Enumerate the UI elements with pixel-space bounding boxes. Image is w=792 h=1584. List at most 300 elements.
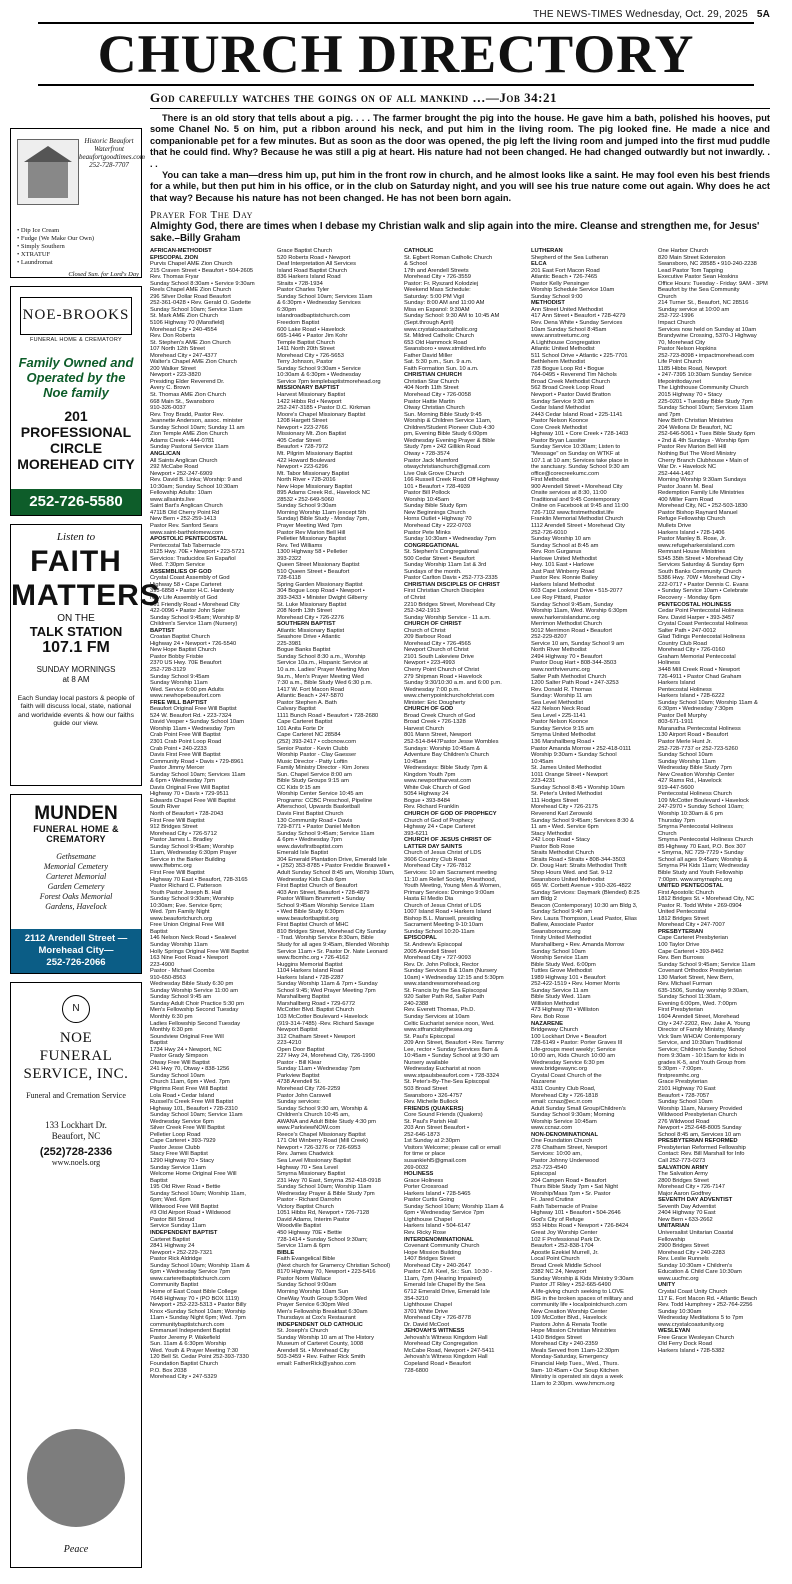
listing-line: Church of God of Prophecy	[404, 817, 474, 824]
listing-line: Broad Creek Methodist Church	[531, 378, 610, 385]
listing-line: The Salvation Army	[658, 1171, 708, 1178]
listing-line: 10:30am; Sunday School 10:30am	[150, 483, 239, 490]
listing-line: Pastor Amanda Morrow • 252-418-0111	[531, 745, 632, 752]
listing-line: Spring Garden Missionary Baptist	[277, 581, 363, 588]
listing-line: Pastor Jeremy P. Wakefield	[150, 1334, 220, 1341]
listing-line: Newport • 726-3276 or 726-6953	[277, 1144, 361, 1151]
listing-line: Education & Child Care 10:30am	[658, 1269, 742, 1276]
listing-line: 920 Salter Path Rd, Salter Path	[404, 994, 485, 1001]
listing-line: SEVENTH DAY ADVENTIST	[658, 1197, 733, 1204]
listing-line: 5054 Highway 24	[404, 791, 449, 798]
listing-line: 1407 Bridges Street	[404, 1256, 455, 1263]
listing-line: 7648 Highway 70 • (PO BOX 1119)	[150, 1295, 240, 1302]
listing-line: Highway 70 • Davis • 729-9511	[150, 791, 229, 798]
list-item: Gardens, Havelock	[45, 902, 107, 911]
ad-subtitle: FUNERAL HOME & CREMATORY	[30, 337, 122, 343]
address-line: CIRCLE	[49, 440, 103, 456]
listing-line: Terry Johnson, Pastor	[277, 359, 333, 366]
listing-line: Tuttles Grove Methodist	[531, 968, 592, 975]
listing-line: Holiness	[658, 660, 681, 667]
listing-line: Grace Baptist Church	[277, 248, 332, 254]
listing-line: Open Door Baptist	[277, 1046, 325, 1053]
listing-line: grades K-5, and Youth Group from	[658, 1059, 746, 1066]
listing-line: Sunday Service 9:15 am	[531, 725, 594, 732]
listing-line: 227 Hwy 24, Morehead City, 726-1990	[277, 1053, 376, 1060]
listing-line: PRESBYTERIAN REFORMED	[658, 1138, 738, 1145]
listing-line: Visitors Welcome; please call or email	[404, 1144, 501, 1151]
listing-line: Worship 11am, Wed. Worship 6:30pm	[531, 608, 628, 615]
listing-line: 900 Arendell Street • Morehead City	[531, 483, 623, 490]
listing-line: Pastor Johnny Underwood	[531, 1158, 599, 1165]
listing-line: St. Stephen's Congregational	[404, 549, 479, 556]
ad-note: Closed Sun. for Lord's Day	[68, 271, 139, 278]
listing-line: Pastor Bishop Raynard Manuel	[658, 509, 738, 516]
listing-line: Sunday School 10am	[658, 752, 713, 759]
listing-line: Knox •Sunday School 10am; Worship	[150, 1308, 246, 1315]
heritage-ad-info	[79, 137, 145, 169]
listing-line: UNITED PENTECOSTAL	[658, 883, 724, 890]
listing-line: 4311 Country Club Road,	[531, 1086, 596, 1092]
listing-line: Sunday 9:30/10:30 a.m. and 6:00 p.m.	[404, 680, 502, 687]
listing-line: 6:30pm • Wednesday 7:30pm	[658, 706, 734, 713]
listing-line: www.newhopebeaufort.com	[150, 693, 221, 700]
listing-line: St. James United Methodist	[531, 765, 602, 772]
listing-line: Newport • 223-2766	[277, 424, 328, 431]
listing-line: Sunday Service 11am	[150, 1164, 206, 1171]
listing-line: Sunday School 10am; Service 11am	[150, 306, 243, 313]
listing-line: Morehead City • 726-7812	[404, 863, 471, 870]
listing-line: Jehovah's Witness Kingdom Hall	[404, 1334, 488, 1341]
listing-line: Meals Served from 11am-12:30pm	[531, 1347, 620, 1354]
listing-line: 422-0096 • Pastor John Spier	[150, 608, 226, 615]
listing-line: Island Road Baptist Church	[277, 267, 347, 274]
listing-line: St. Francis by the Sea Episcopal	[404, 987, 488, 994]
list-item: • XTRATUF	[17, 251, 51, 258]
ad-caption: Peace	[63, 1544, 89, 1555]
listing-line: Rev. Don Roberts	[150, 333, 196, 340]
page-title: CHURCH DIRECTORY	[38, 22, 754, 86]
listing-line: Old Ferry Dock Road	[658, 1341, 713, 1348]
listing-line: 103 McCotter Boulevard • Havelock	[277, 1013, 368, 1020]
listing-line: 252-361-0428 • Rev. Gerald O. Godette	[150, 300, 251, 307]
listing-line: Bible Study Wed. 11am	[531, 994, 591, 1001]
listing-line: Pastor Pete Minks	[404, 529, 451, 536]
listing-line: email: FatherRick@yahoo.com	[277, 1360, 356, 1367]
listing-line: Highway 70 East • Beaufort, 728-3165	[150, 876, 248, 883]
listing-line: Morehead City • 726-0160	[658, 647, 725, 654]
listing-line: Morning Worship 10am Sun	[277, 1288, 349, 1295]
listing-line: Otway Christian Church	[404, 405, 465, 412]
listing-line: Sunday School 9:45am; Services 8:30 &	[531, 817, 634, 824]
listing-line: Service in the Barker Building	[150, 856, 226, 863]
listing-line: Services now held on Sunday at 10am	[658, 326, 757, 333]
listing-line: Emmanuel Independent Baptist	[150, 1328, 231, 1335]
listing-line: 836 Harkers Island Road	[277, 274, 341, 281]
ad-text: at 8 AM	[62, 675, 90, 684]
listing-line: community life • localpointchurch.com	[531, 1302, 627, 1309]
prayer-text: Almighty God, there are times when I debase my Christian walk and slip again into the mire. Cleanse and strengthen me, for Jesus' sake.–Billy Graham	[150, 221, 760, 244]
listing-line: Wednesday Eucharist at noon	[404, 1066, 481, 1073]
listing-line: Sea Level Methodist	[531, 699, 584, 706]
listing-line: 9am- 10:45am • Our Soup Kitchen	[531, 1367, 619, 1374]
listing-line: Crystal Coast Unity Church	[658, 1288, 728, 1295]
listing-line: Russell's Creek Free Will Baptist	[150, 1099, 234, 1106]
listing-line: Pastor Curtis Going	[404, 1197, 455, 1204]
listing-line: LUTHERAN	[531, 248, 563, 254]
listing-line: Weekend Mass Schedule:	[404, 287, 471, 294]
listing-line: 2301 Crab Point Loop Road	[150, 739, 222, 746]
listing-line: 11am, Wednesday 6:30pm Prayer	[150, 850, 237, 857]
listing-line: Pastor C.M. Keel, Sr.: Sun. 10:30 -	[404, 1269, 493, 1276]
listing-line: 1104 Harkers Island Road	[277, 968, 344, 975]
listing-line: Monthly 6:30 pm	[150, 1027, 193, 1034]
listing-line: Wednesday Service 6pm	[150, 1118, 214, 1125]
listing-line: Sunday School 8:30 a.m., Worship	[277, 653, 366, 660]
listing-line: Rev. Ben Burrows	[658, 955, 704, 962]
listing-line: ELCA	[531, 261, 547, 268]
listing-line: Worship 10:30am & 6 pm	[658, 811, 723, 818]
listing-line: 11:10 am Relief Society, Priesthood,	[404, 876, 497, 883]
listing-line: & 6:30pm • Wednesday Services	[277, 300, 361, 307]
listing-line: Sunday School 9:30am • Service	[277, 365, 361, 372]
listing-line: Sunday School 10am; Service 11am	[150, 1112, 243, 1119]
listing-line: Sunday: 8:00 AM and 11:00 AM	[404, 300, 485, 307]
ad-address	[11, 1120, 141, 1142]
listing-line: 195 Old River Road • Bettie	[150, 1184, 221, 1191]
listing-line: Lee Roy Pittard, Pastor	[531, 594, 591, 601]
listing-line: METHODIST	[531, 300, 565, 307]
listing-line: 1111 Bunch Road • Beaufort • 728-2680	[277, 712, 379, 719]
listing-line: Grace Holiness	[404, 1177, 444, 1184]
listing-line: firstpresmhc.org	[658, 1072, 700, 1079]
listing-line: Sunday School: 9:30 AM to 10:45 AM	[404, 313, 500, 320]
listing-line: www.bridgewaync.org	[531, 1066, 587, 1073]
listing-line: 6pm • Wednesday Service 7pm	[404, 1210, 485, 1217]
listing-line: Sunday School 9:30am	[277, 503, 337, 510]
listing-line: 910-650-8563	[150, 974, 186, 981]
listing-line: Porter Crossroad	[404, 1184, 448, 1191]
listing-line: of Christ	[404, 594, 426, 601]
listing-line: 225-0201 • Tuesday Bible Study 7pm	[658, 398, 753, 405]
listing-line: Swansboroumc.org	[531, 928, 581, 935]
listing-line: Marshallberg Baptist	[277, 994, 330, 1001]
listing-line: Rev. Everett Thomas, Ph.D.	[404, 1007, 476, 1014]
listing-line: Highway 58 • Cape Carteret	[150, 581, 222, 588]
listing-line: 252-646-1873	[404, 1131, 440, 1138]
listing-line: Pastor Nelson Koonce	[531, 418, 589, 425]
listing-line: Sunday Services: Daymark (Blended) 8:25	[531, 889, 640, 896]
listing-line: Service 7pm templebaptistmorehead.org	[277, 378, 381, 385]
listing-line: 7:30 a.m., Bible Study Wed 6:30 p.m.	[277, 680, 373, 687]
listing-line: 820 Main Street Extension	[658, 254, 726, 261]
listing-line: Sunday School 8:30am • Service 9:30am	[150, 280, 255, 287]
listing-line: www.standrewsmorehead.org	[404, 981, 480, 988]
listing-line: Harkers Island • 504-6147	[404, 1223, 471, 1230]
publication-date: Wednesday, Oct. 29, 2025	[625, 9, 748, 20]
listing-line: 6pm • Wednesday Service 7pm	[150, 1269, 231, 1276]
ad-title: MUNDEN	[34, 803, 118, 824]
listing-line: Rev. Ron Gurganus	[531, 549, 582, 556]
ad-phone: (252)728-2336	[39, 1146, 113, 1158]
listing-line: (Next church for Gramercy Christian School)	[277, 1262, 391, 1269]
listing-line: 422 Nelson Neck Road	[531, 706, 591, 713]
listing-line: 3701 White Drive	[404, 1308, 449, 1315]
listing-line: Presbyterian Reformed Fellowship	[658, 1144, 746, 1151]
ad-contact	[11, 929, 141, 973]
listing-line: Worship 11am • Wednesday 7pm	[150, 725, 235, 732]
listing-line: Thursday 7pm	[658, 817, 695, 824]
listing-line: 9a.m., Men's Prayer Meeting Wed	[277, 673, 364, 680]
listing-line: 393-6211	[404, 830, 428, 837]
listing-line: First Free Will Baptist	[150, 869, 205, 876]
listing-line: EPISCOPAL	[404, 935, 437, 942]
listing-line: Pastor Nelson Koonce	[531, 719, 589, 726]
listing-line: Sunday School 9:30 am, Worship &	[277, 1105, 368, 1112]
listing-line: 393-6858 • Pastor H.C. Hardesty	[150, 588, 234, 595]
listing-line: 252-247-3185 • Pastor D.C. Kirkman	[277, 405, 371, 412]
listing-line: 8125 Hwy. 70E • Newport • 223-5721	[150, 549, 245, 556]
listing-line: Bogue Banks Baptist	[277, 647, 331, 654]
listing-line: islandroadbaptistchurch.com	[277, 313, 351, 320]
listing-line: 393-3433 • Minister Dwight Gilberry	[277, 594, 368, 601]
listing-line: P.O. Box 2038	[150, 1367, 187, 1374]
listing-line: 603 Cape Lookout Drive • 515-2077	[531, 588, 623, 595]
listing-line: 240-2388	[404, 1000, 429, 1007]
listing-line: APOSTOLIC PENTECOSTAL	[150, 536, 228, 543]
listing-line: Local Point Church	[531, 1256, 580, 1263]
listing-line: 728-6149 • Pastor: Porter Graves III	[531, 1040, 623, 1047]
listing-line: Impact Church	[658, 320, 696, 327]
listing-line: Sunday School 9:00	[531, 293, 583, 300]
listing-line: www.newporttharvest.com	[404, 778, 472, 785]
listing-line: 354-3210	[404, 1295, 429, 1302]
listing-line: Pastor Carlton Davis • 252-773-2335	[404, 575, 498, 582]
listing-line: Sunday School 10am; Sunday 11 am	[150, 424, 245, 431]
listing-line: Pastor R. Todd White • 269-0904	[658, 902, 742, 909]
listing-line: CHRISTIAN CHURCH	[404, 372, 462, 379]
listing-line: Newport • 223-3820	[150, 372, 201, 379]
listing-line: Pastor Jimmy Mercer	[150, 765, 205, 772]
listing-line: susankiehl5@gmail.com	[404, 1158, 467, 1165]
listing-line: 252-342-1913	[404, 608, 440, 615]
listing-line: Church 11am, 6pm • Wed. 7pm	[150, 1079, 230, 1086]
listing-line: (Sept.through April)	[404, 320, 454, 327]
listing-column	[404, 248, 528, 1580]
listing-line: 726-7102 www.firstmethodist.life	[531, 509, 614, 516]
noe-brooks-logo: NOE-BROOKS	[20, 297, 132, 335]
listing-line: Pastor Bill Stroud	[150, 1216, 195, 1223]
listing-line: Rev. Michelle Bullock	[404, 1099, 459, 1106]
listing-line: Wednesday Evening Prayer & Bible	[404, 437, 495, 444]
list-item: • Laundromat	[17, 259, 53, 266]
list-item: Garden Cemetery	[47, 882, 105, 891]
listing-line: 3606 Country Club Road	[404, 856, 468, 863]
listing-line: Sunday School 10:20-11am	[404, 928, 475, 935]
listing-line: 500 Cedar Street • Beaufort	[404, 555, 475, 562]
listing-line: Executive Pastor Sean Hoskins	[658, 274, 739, 281]
listing-line: Pastor Bob Rose	[531, 843, 575, 850]
listing-line: Wednesday Service 6:30 pm	[531, 1059, 605, 1066]
listing-line: Rev. Richard Franklin	[404, 804, 459, 811]
listing-line: Baptist	[150, 1040, 168, 1047]
address-line: MOREHEAD CITY	[17, 456, 135, 472]
dove-icon	[27, 1429, 125, 1527]
listing-line: Pastor Jesse Clubb	[150, 1144, 200, 1151]
listing-line: NAZARENE	[531, 1020, 563, 1027]
listing-line: Service 10a.m., Hispanic Service at	[277, 660, 368, 667]
listing-line: Pastor Rev. Sanford Sears	[150, 522, 218, 529]
listing-line: 252-444-1467	[658, 470, 694, 477]
listing-line: Grace Presbyterian	[658, 1079, 708, 1086]
listing-line: Walter's Chapel AME Zion Church	[150, 359, 237, 366]
listing-line: email: ccnaz@ec.rr.com	[531, 1099, 593, 1106]
listing-line: Rev. Troy Bradd, Pastor Rev.	[150, 411, 224, 418]
listing-line: Free Union Original Free Will	[150, 922, 225, 929]
listing-line: Harkers Island	[658, 680, 696, 687]
listing-line: 728 Bogue Loop Rd • Bogue	[531, 365, 604, 372]
listing-line: Sunday School 10am; Worship 11am	[277, 1184, 372, 1191]
listing-line: First Methodist	[531, 477, 569, 484]
listing-line: Sunday Adult Choir Practice 5:30 pm	[150, 1000, 244, 1007]
listing-line: St. Luke Missionary Baptist	[277, 601, 347, 608]
listing-line: McCabe Road, Newport • 247-5411	[404, 1347, 495, 1354]
listing-line: 8170 Highway 70, Newport • 223-5416	[277, 1269, 376, 1276]
listing-line: Highway 70 • Sea Level	[277, 1164, 338, 1171]
noe-brooks-ad	[10, 286, 142, 516]
listing-line: A Lighthouse Congregation	[531, 339, 601, 346]
listing-line: New Birth Christian Ministries	[658, 418, 734, 425]
listing-line: Pastor Rev. Ronnie Bailey	[531, 575, 598, 582]
listing-line: 5012 Merrimon Road • Beaufort	[531, 627, 612, 634]
listing-line: www.beaufortchurch.org	[150, 915, 213, 922]
listing-line: Saturday: 5:00 PM Vigil	[404, 293, 464, 300]
listing-line: Rev. Todd Humphrey • 252-764-2256	[658, 1302, 753, 1309]
listing-line: 1422 Hibbs Rd • Newport	[277, 398, 342, 405]
listing-line: Father David Miller	[404, 352, 453, 359]
listing-line: Marshallberg Road • 729-6772	[277, 1000, 356, 1007]
listing-line: Pastor - Richard Darrohn	[277, 1197, 341, 1204]
listing-line: 163 Nine Foot Road • Newport	[150, 955, 229, 962]
listing-line: Bridgeway Church	[531, 1027, 578, 1034]
listing-line: Dr. Doug Hart: Straits Methodist Thrift	[531, 863, 627, 870]
listing-line: Sunday) Bible Study - Monday 7pm,	[277, 516, 370, 523]
listing-line: Rev. Thomas Fryar	[150, 274, 199, 281]
listing-line: David Adams, Interim Pastor	[277, 1216, 350, 1223]
listing-line: Sunday School 11:30am,	[658, 994, 722, 1001]
listing-line: All Saints Anglican Church	[150, 457, 218, 464]
listing-column	[658, 248, 782, 1580]
listing-line: Sunday Worship 10 am	[531, 536, 591, 543]
listing-line: Huggins Memorial Baptist	[277, 961, 343, 968]
listing-line: Services: 10 am Sacrament meeting	[404, 869, 497, 876]
listing-line: Online on Facebook at 9:45 and 11:00	[531, 503, 629, 510]
listing-line: 473 Highway 70 • Williston	[531, 1007, 599, 1014]
ad-address	[11, 408, 141, 472]
listing-line: 503 Broad Street	[404, 1086, 448, 1092]
listing-line: www.ffwbmc.org	[150, 863, 192, 870]
listing-line: 10am) • Wednesday 12:15 and 5:30pm	[404, 974, 504, 981]
listing-line: 11 am • Wed. Service 6pm	[531, 824, 599, 831]
listing-line: Just Past Winberry Road	[531, 568, 595, 575]
listing-line: Sunday Worship & Kids Ministry 9:30am	[531, 1275, 634, 1282]
listing-line: 100 Taylor Drive	[658, 941, 700, 948]
listing-line: Adventure Bay Children's Church	[404, 752, 489, 759]
listing-line: 1604 Arendell Street, Morehead	[658, 1013, 740, 1020]
listing-line: 1411 North 20th Street	[277, 346, 335, 353]
listing-line: Office Hours: Tuesday - Friday: 9AM - 3PM	[658, 280, 768, 287]
listing-line: www.crystalcoastcatholic.org	[404, 326, 478, 333]
listing-line: Live Oak Grove Church	[404, 470, 465, 477]
listing-line: Wednesdays: Bible Study 7pm &	[404, 765, 488, 772]
listing-line: St. Joseph's Church	[277, 1328, 329, 1335]
listing-line: Morehead City • 240-2647	[404, 1262, 471, 1269]
listing-line: 912 Bridges Street	[150, 824, 198, 831]
listing-line: 28532 • 252-649-5060	[277, 496, 335, 503]
listing-line: Adult Sunday School 8:45 am, Worship 10am,	[277, 869, 395, 876]
listing-line: BIBLE	[277, 1249, 295, 1256]
ad-title: MATTERS	[11, 579, 161, 612]
listing-line: Pastor - Bill Klear	[277, 1059, 322, 1066]
listing-line: 107 North 12th Street	[150, 346, 205, 353]
listing-line: SALVATION ARMY	[658, 1164, 709, 1171]
listing-line: www.cherrypointchurchofchrist.com	[404, 693, 495, 700]
listing-line: office@corecreekumc.com	[531, 470, 600, 477]
listing-line: North of Beaufort • 728-2043	[150, 811, 224, 818]
listing-line: Christian Star Church	[404, 378, 459, 385]
listing-line: Sunday 10:30am • Wednesday 7pm	[404, 536, 496, 543]
listing-line: Pastor JT Riley • 252-665-6490	[531, 1282, 611, 1289]
listing-column	[150, 248, 274, 1580]
listing-line: Contact: Rev. Bill Marshall for Info	[658, 1151, 745, 1158]
prayer-heading: Prayer For The Day	[150, 209, 253, 221]
listing-line: Rev. Dena White • Sunday Services	[531, 320, 623, 327]
listing-line: 201 East Fort Macon Road	[531, 267, 600, 274]
listing-line: ASSEMBLIES OF GOD	[150, 568, 212, 575]
listing-line: 223-4231	[531, 778, 556, 785]
listing-column	[531, 248, 655, 1580]
station-name: TALK STATION	[29, 624, 123, 639]
listing-line: 252-723-8098 • impactmorehead.com	[658, 352, 755, 359]
listing-line: 1812 Bridges St. • Morehead City, NC	[658, 896, 755, 903]
listing-line: 204 Wellons Dr Beaufort, NC	[658, 424, 733, 431]
listing-line: CC Kids 9:15 am	[277, 784, 321, 791]
listing-line: CHURCH OF GOD	[404, 706, 454, 713]
listing-line: Hope Mission Christian Ministries	[531, 1328, 616, 1335]
listing-line: Sunday School 10am	[150, 1072, 205, 1079]
listing-line: Service Sunday 11am	[150, 1223, 206, 1230]
listing-line: 400 Miller Farm Road	[658, 496, 714, 503]
listing-line: Sea Level • 225-1141	[531, 712, 586, 719]
listing-line: 7:00pm. www.smyrnaphc.org	[658, 876, 733, 883]
listing-line: Pentecostal Holiness	[658, 686, 712, 693]
listing-line: Harvest Missionary Baptist	[277, 392, 346, 399]
listing-line: for time or place	[404, 1151, 446, 1158]
listing-line: 4711B Old Cherry Point Rd	[150, 509, 220, 516]
listing-line: Youth Meeting, Young Men & Women,	[404, 883, 501, 890]
listing-line: Morehead City • 247-5329	[150, 1374, 217, 1381]
listing-line: 304 Emerald Plantation Drive, Emerald Isle	[277, 856, 387, 863]
listing-line: Seashore Drive • Atlantic	[277, 634, 341, 641]
listing-line: Hwy. 101 East • Harlowe	[531, 562, 594, 569]
listing-line: Morehead City • 726-0058	[404, 392, 471, 399]
listing-line: Fellowship	[658, 1236, 686, 1243]
listing-line: 2800 Bridges Street	[658, 1177, 709, 1184]
listing-line: Sunday Worship 11am 1st & 3rd	[404, 562, 487, 569]
listing-line: Sunday School 10am; Worship 11am &	[404, 1203, 504, 1210]
listing-line: 5:30pm - 7:00pm.	[658, 1066, 704, 1073]
listing-line: Wed. 7:30pm Service	[150, 562, 205, 569]
listing-line: South River	[150, 804, 181, 811]
